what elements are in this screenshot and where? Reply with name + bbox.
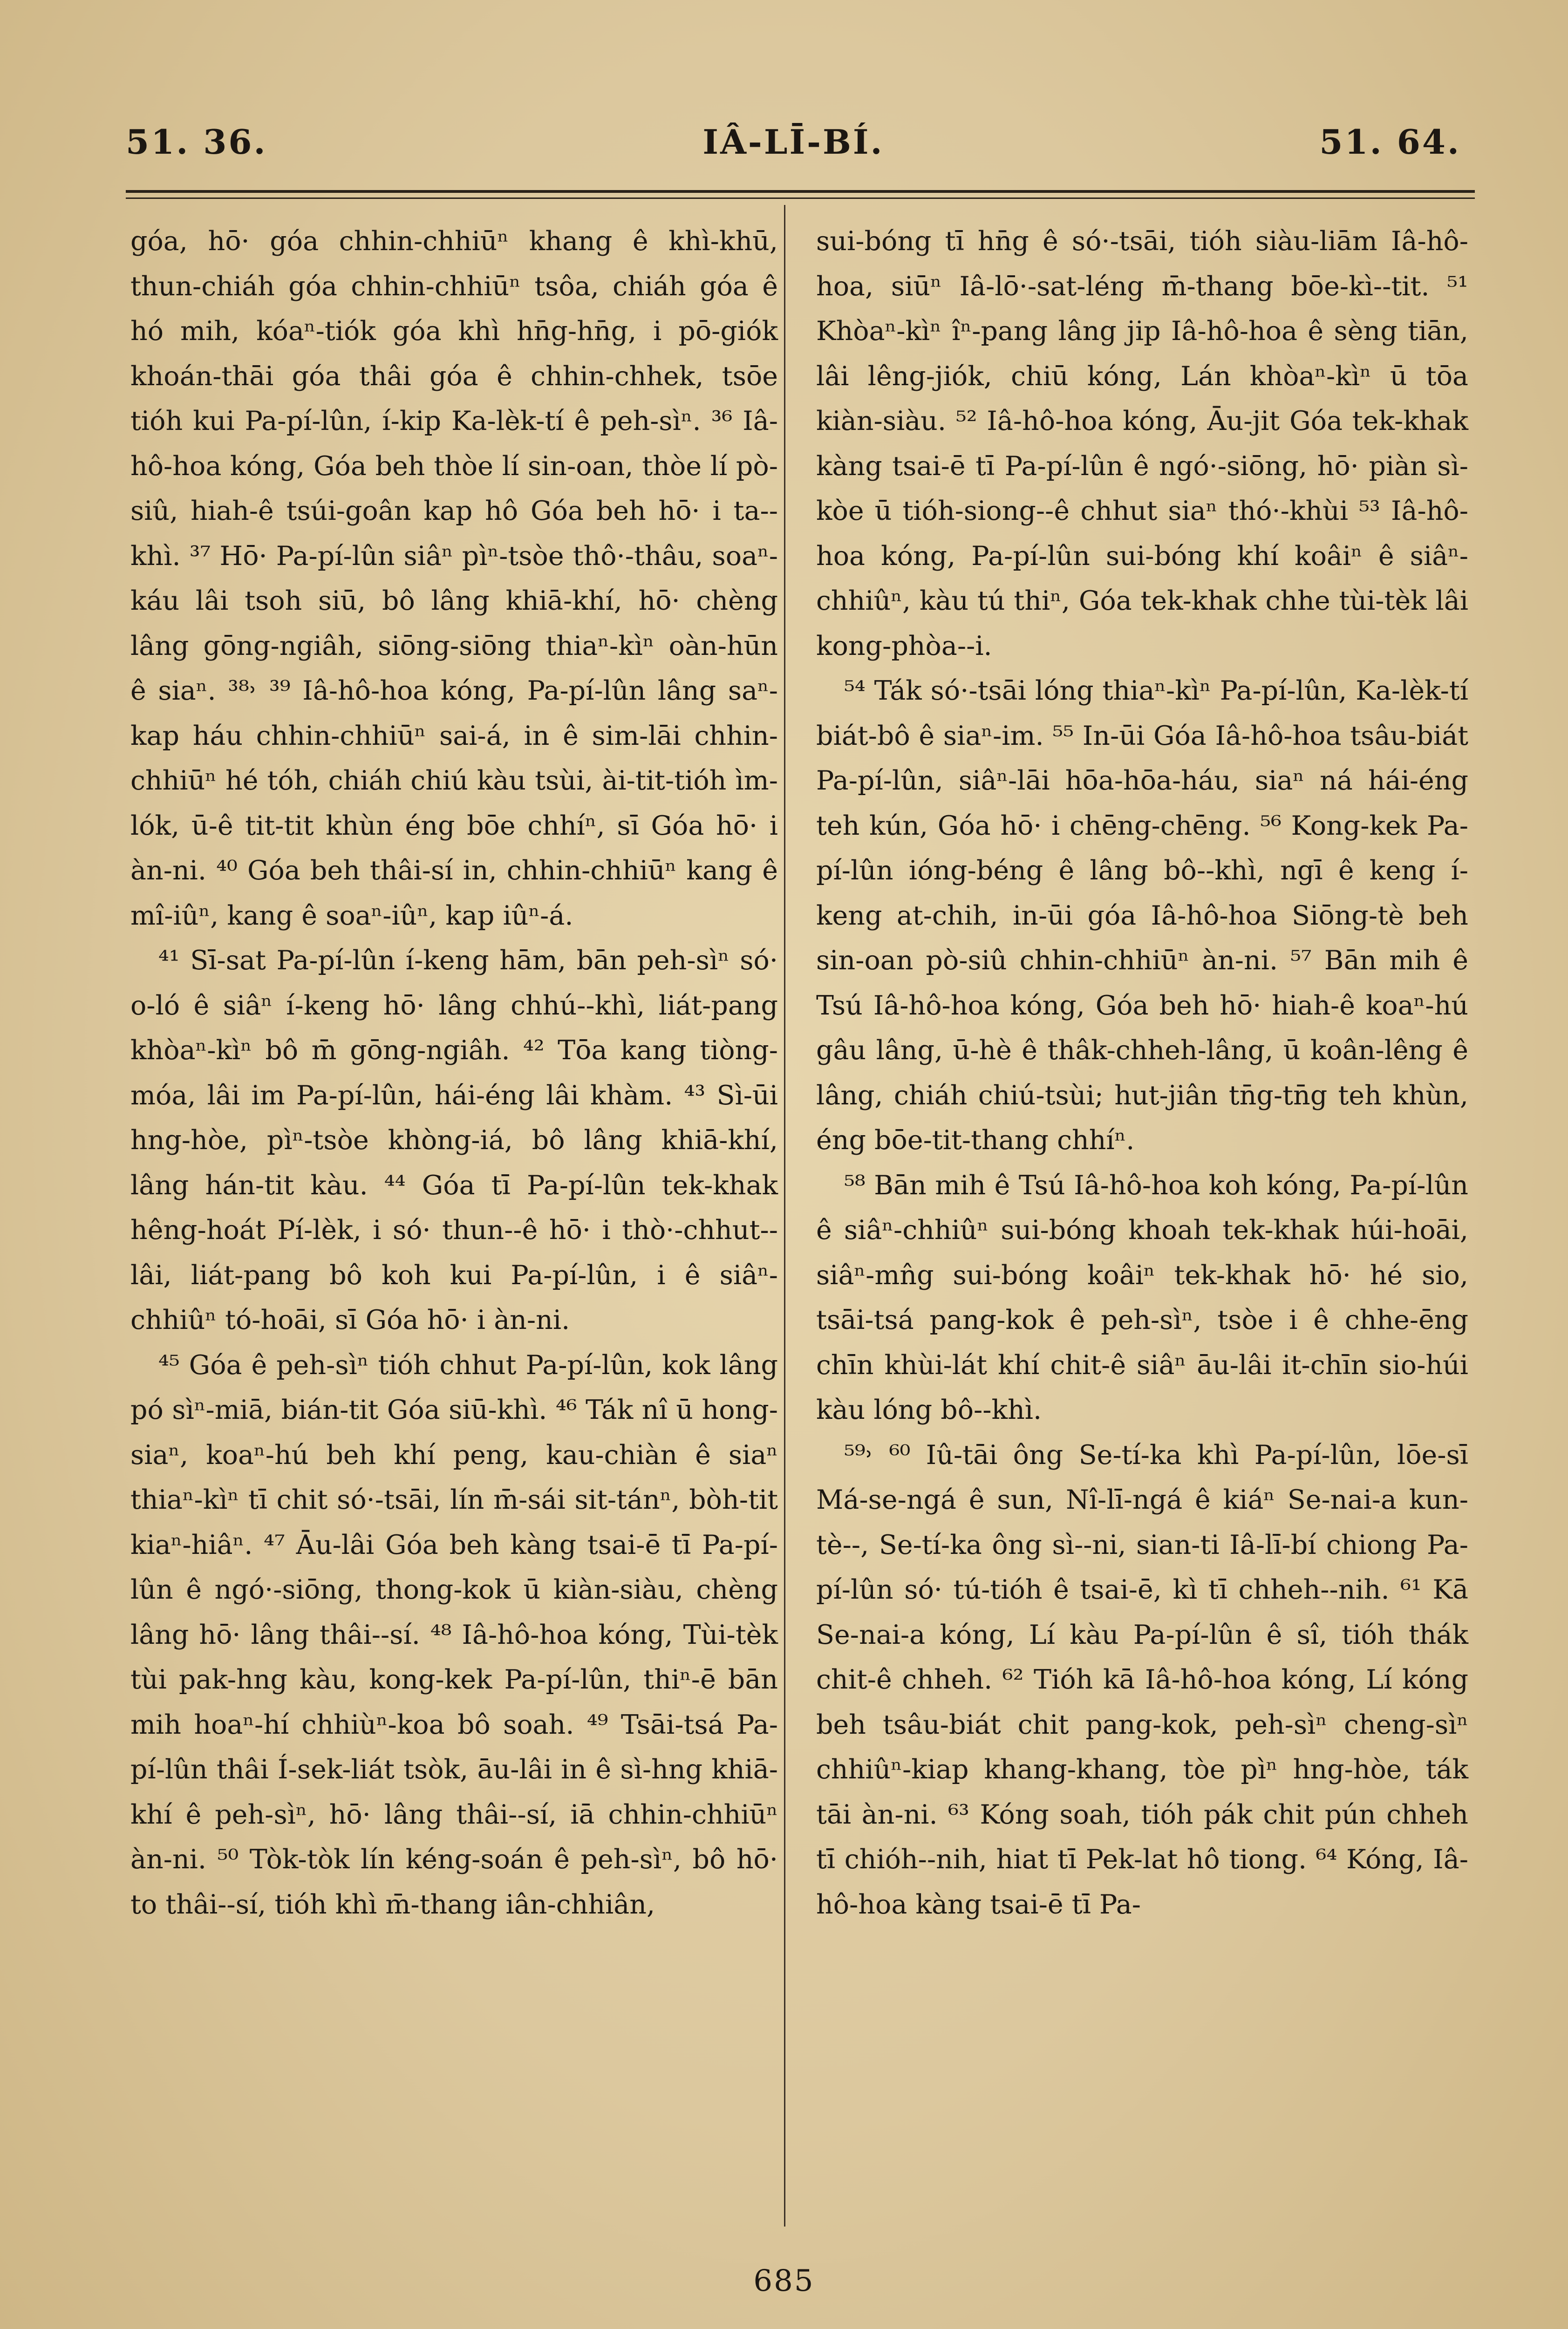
paragraph: ⁵⁸ Bān mih ê Tsú Iâ-hô-hoa koh kóng, Pa-pí-lûn ê siâⁿ-chhiûⁿ sui-bóng khoah tek-khak húi-hoāi, siâⁿ-mn̂g sui-bóng koâiⁿ tek-khak hō· hé sio, tsāi-tsá pang-kok ê peh-sìⁿ, tsòe i ê chhe-ēng chīn khùi-lát khí chit-ê siâⁿ āu-lâi it-chīn sio-húi kàu lóng bô--khì. <box>816 1170 1468 1425</box>
paragraph: ⁴⁵ Góa ê peh-sìⁿ tióh chhut Pa-pí-lûn, kok lâng pó sìⁿ-miā, bián-tit Góa siū-khì. ⁴⁶ Ták nî ū hong-siaⁿ, koaⁿ-hú beh khí peng, kau-chiàn ê siaⁿ thiaⁿ-kìⁿ tī chit só·-tsāi, lín m̄-sái sit-tánⁿ, bòh-tit kiaⁿ-hiâⁿ. ⁴⁷ Āu-lâi Góa beh kàng tsai-ē tī Pa-pí-lûn ê ngó·-siōng, thong-kok ū kiàn-siàu, chèng lâng hō· lâng thâi--sí. ⁴⁸ Iâ-hô-hoa kóng, Tùi-tèk tùi pak-hng kàu, kong-kek Pa-pí-lûn, thiⁿ-ē bān mih hoaⁿ-hí chhiùⁿ-koa bô soah. ⁴⁹ Tsāi-tsá Pa-pí-lûn thâi Í-sek-liát tsòk, āu-lâi in ê sì-hng khiā-khí ê peh-sìⁿ, hō· lâng thâi--sí, iā chhin-chhiūⁿ àn-ni. ⁵⁰ Tòk-tòk lín kéng-soán ê peh-sìⁿ, bô hō· to thâi--sí, tióh khì m̄-thang iân-chhiân, <box>130 1349 778 1920</box>
header-book-title: IÂ-LĪ-BÍ. <box>702 122 884 162</box>
header-rule-thick <box>126 190 1475 193</box>
header-rule-thin <box>126 197 1475 199</box>
paragraph: ⁴¹ Sī-sat Pa-pí-lûn í-keng hām, bān peh-sìⁿ só· o-ló ê siâⁿ í-keng hō· lâng chhú--khì, liát-pang khòaⁿ-kìⁿ bô m̄ gōng-ngiâh. ⁴² Tōa kang tiòng-móa, lâi im Pa-pí-lûn, hái-éng lâi khàm. ⁴³ Sì-ūi hng-hòe, pìⁿ-tsòe khòng-iá, bô lâng khiā-khí, lâng hán-tit kàu. ⁴⁴ Góa tī Pa-pí-lûn tek-khak hêng-hoát Pí-lèk, i só· thun--ê hō· i thò·-chhut--lâi, liát-pang bô koh kui Pa-pí-lûn, i ê siâⁿ-chhiûⁿ tó-hoāi, sī Góa hō· i àn-ni. <box>130 945 778 1335</box>
column-divider <box>784 205 785 2227</box>
right-column <box>816 219 1468 1927</box>
paragraph: góa, hō· góa chhin-chhiūⁿ khang ê khì-khū, thun-chiáh góa chhin-chhiūⁿ tsôa, chiáh góa ê hó mih, kóaⁿ-tiók góa khì hn̄g-hn̄g, i pō-giók khoán-thāi góa thâi góa ê chhin-chhek, tsōe tióh kui Pa-pí-lûn, í-kip Ka-lèk-tí ê peh-sìⁿ. ³⁶ Iâ-hô-hoa kóng, Góa beh thòe lí sin-oan, thòe lí pò-siû, hiah-ê tsúi-goân kap hô Góa beh hō· i ta--khì. ³⁷ Hō· Pa-pí-lûn siâⁿ pìⁿ-tsòe thô·-thâu, soaⁿ-káu lâi tsoh siū, bô lâng khiā-khí, hō· chèng lâng gōng-ngiâh, siōng-siōng thiaⁿ-kìⁿ oàn-hūn ê siaⁿ. ³⁸˒ ³⁹ Iâ-hô-hoa kóng, Pa-pí-lûn lâng saⁿ-kap háu chhin-chhiūⁿ sai-á, in ê sim-lāi chhin-chhiūⁿ hé tóh, chiáh chiú kàu tsùi, ài-tit-tióh ìm-lók, ū-ê tit-tit khùn éng bōe chhíⁿ, sī Góa hō· i àn-ni. ⁴⁰ Góa beh thâi-sí in, chhin-chhiūⁿ kang ê mî-iûⁿ, kang ê soaⁿ-iûⁿ, kap iûⁿ-á. <box>130 226 778 931</box>
header-verse-range-start: 51. 36. <box>126 122 267 162</box>
paragraph: ⁵⁹˒ ⁶⁰ Iû-tāi ông Se-tí-ka khì Pa-pí-lûn, lōe-sī Má-se-ngá ê sun, Nî-lī-ngá ê kiáⁿ Se-nai-a kun-tè--, Se-tí-ka ông sì--ni, sian-ti Iâ-lī-bí chiong Pa-pí-lûn só· tú-tióh ê tsai-ē, kì tī chheh--nih. ⁶¹ Kā Se-nai-a kóng, Lí kàu Pa-pí-lûn ê sî, tióh thák chit-ê chheh. ⁶² Tióh kā Iâ-hô-hoa kóng, Lí kóng beh tsâu-biát chit pang-kok, peh-sìⁿ cheng-sìⁿ chhiûⁿ-kiap khang-khang, tòe pìⁿ hng-hòe, ták tāi àn-ni. ⁶³ Kóng soah, tióh pák chit pún chheh tī chióh--nih, hiat tī Pek-lat hô tiong. ⁶⁴ Kóng, Iâ-hô-hoa kàng tsai-ē tī Pa- <box>816 1439 1468 1920</box>
running-header <box>126 122 1461 173</box>
header-verse-range-end: 51. 64. <box>1319 122 1461 162</box>
left-column <box>130 219 778 1927</box>
paragraph: sui-bóng tī hn̄g ê só·-tsāi, tióh siàu-liām Iâ-hô-hoa, siūⁿ Iâ-lō·-sat-léng m̄-thang bōe-kì--tit. ⁵¹ Khòaⁿ-kìⁿ îⁿ-pang lâng jip Iâ-hô-hoa ê sèng tiān, lâi lêng-jiók, chiū kóng, Lán khòaⁿ-kìⁿ ū tōa kiàn-siàu. ⁵² Iâ-hô-hoa kóng, Āu-jit Góa tek-khak kàng tsai-ē tī Pa-pí-lûn ê ngó·-siōng, hō· piàn sì-kòe ū tióh-siong--ê chhut siaⁿ thó·-khùi ⁵³ Iâ-hô-hoa kóng, Pa-pí-lûn sui-bóng khí koâiⁿ ê siâⁿ-chhiûⁿ, kàu tú thiⁿ, Góa tek-khak chhe tùi-tèk lâi kong-phòa--i. <box>816 226 1468 661</box>
page-number: 685 <box>753 2264 815 2298</box>
paragraph: ⁵⁴ Ták só·-tsāi lóng thiaⁿ-kìⁿ Pa-pí-lûn, Ka-lèk-tí biát-bô ê siaⁿ-im. ⁵⁵ In-ūi Góa Iâ-hô-hoa tsâu-biát Pa-pí-lûn, siâⁿ-lāi hōa-hōa-háu, siaⁿ ná hái-éng teh kún, Góa hō· i chēng-chēng. ⁵⁶ Kong-kek Pa-pí-lûn ióng-béng ê lâng bô--khì, ngī ê keng í-keng at-chih, in-ūi góa Iâ-hô-hoa Siōng-tè beh sin-oan pò-siû chhin-chhiūⁿ àn-ni. ⁵⁷ Bān mih ê Tsú Iâ-hô-hoa kóng, Góa beh hō· hiah-ê koaⁿ-hú gâu lâng, ū-hè ê thâk-chheh-lâng, ū koân-lêng ê lâng, chiáh chiú-tsùi; hut-jiân tn̄g-tn̄g teh khùn, éng bōe-tit-thang chhíⁿ. <box>816 675 1468 1156</box>
